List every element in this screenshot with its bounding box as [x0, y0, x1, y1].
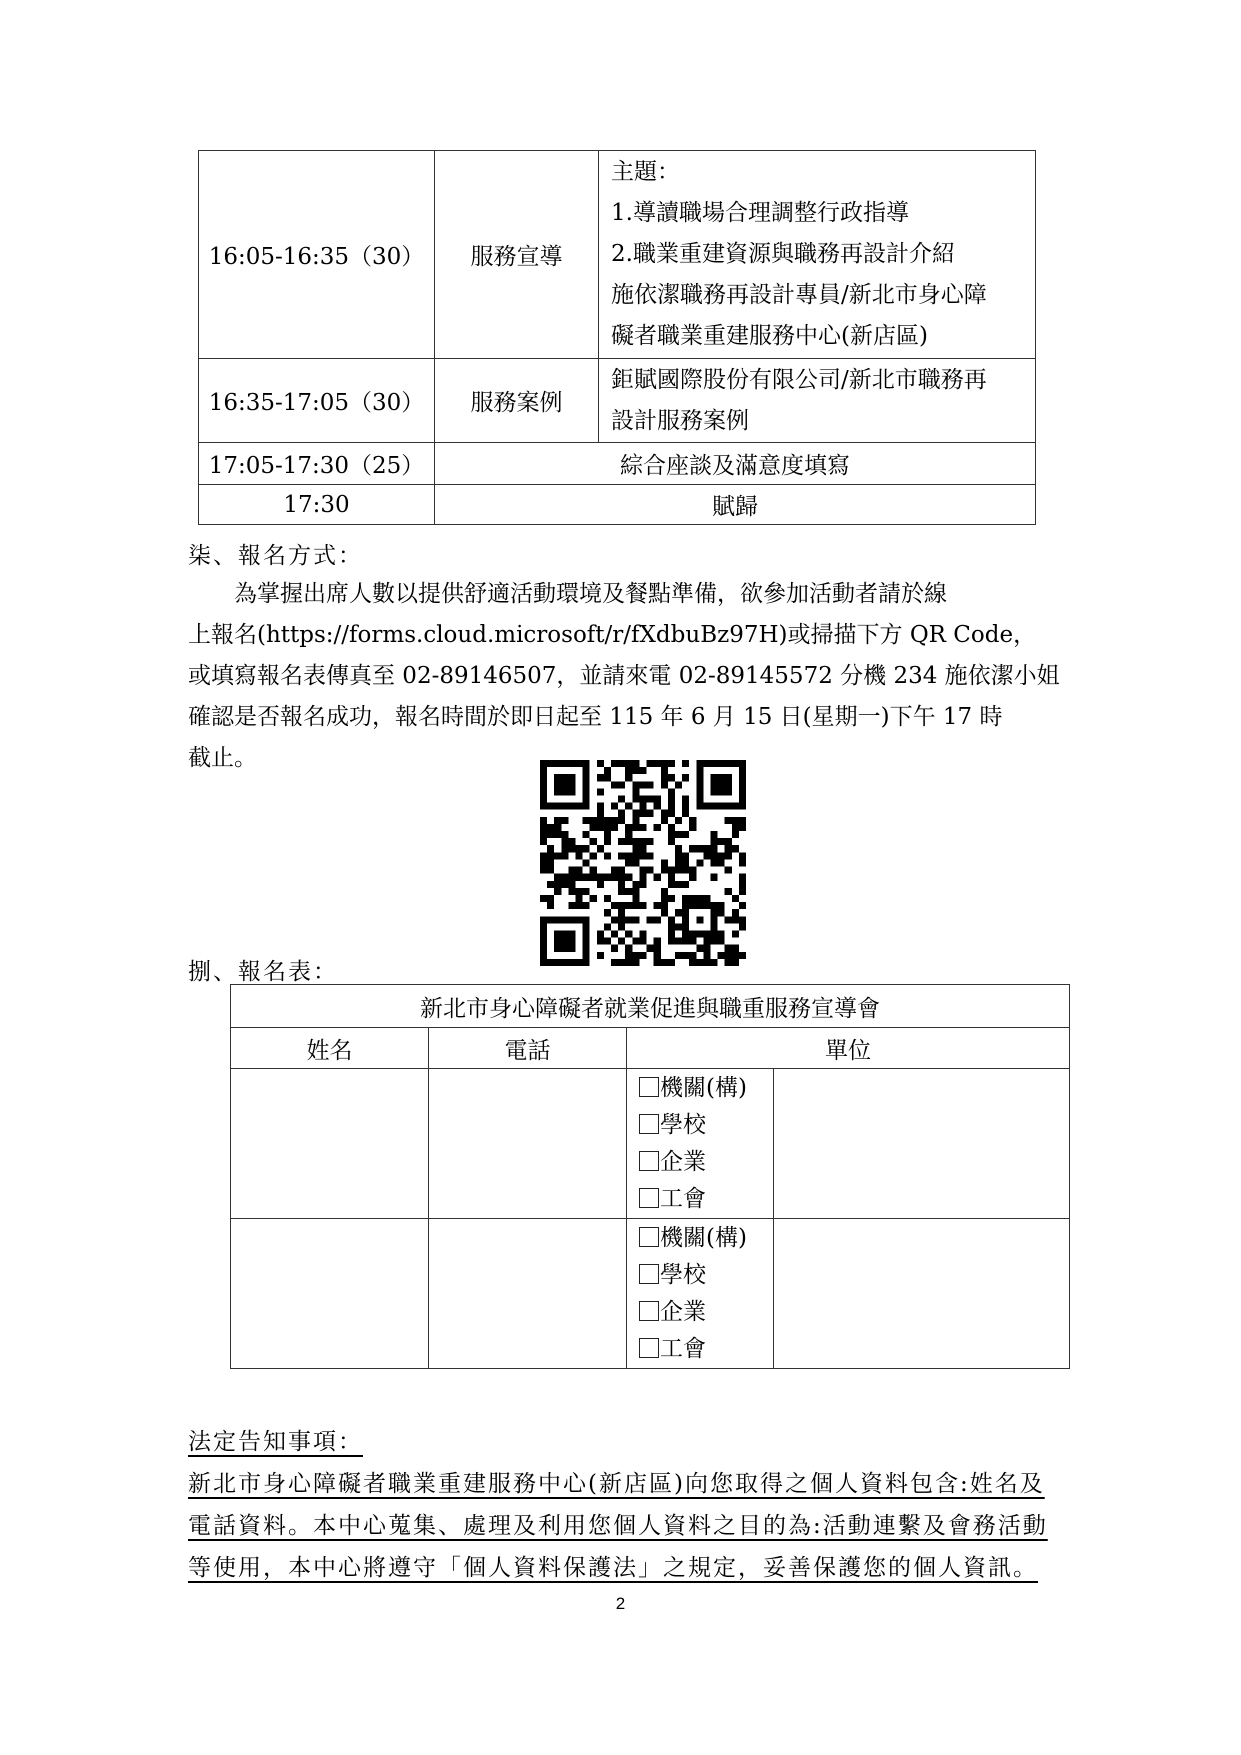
checkbox[interactable]	[639, 1077, 659, 1097]
page-number: 2	[615, 1594, 626, 1613]
notice-line: 電話資料。本中心蒐集、處理及利用您個人資料之目的為:活動連繫及會務活動	[188, 1513, 1048, 1539]
table-row	[231, 1028, 1070, 1069]
description-line: 2.職業重建資源與職務再設計介紹	[611, 241, 955, 267]
notice-line: 新北市身心障礙者職業重建服務中心(新店區)向您取得之個人資料包含:姓名及	[188, 1471, 1045, 1497]
description-line: 設計服務案例	[611, 407, 749, 434]
checkbox[interactable]	[639, 1151, 659, 1171]
notice-heading: 法定告知事項：	[188, 1429, 363, 1455]
type-cell: 服務宣導	[435, 151, 599, 359]
checkbox[interactable]	[639, 1227, 659, 1247]
registration-paragraph	[188, 574, 1060, 779]
registration-form-table	[230, 984, 1070, 1369]
activity-cell: 賦歸	[435, 485, 1036, 525]
option[interactable]	[627, 1070, 773, 1107]
option-label: 企業	[660, 1298, 706, 1325]
option-label: 機關(構)	[660, 1224, 747, 1251]
unit-type-options	[627, 1219, 774, 1369]
name-field[interactable]	[231, 1219, 429, 1369]
option[interactable]	[627, 1257, 773, 1294]
checkbox[interactable]	[639, 1264, 659, 1284]
form-heading: 捌、報名表：	[188, 959, 338, 985]
option[interactable]	[627, 1331, 773, 1368]
notice-line: 等使用，本中心將遵守「個人資料保護法」之規定，妥善保護您的個人資訊。	[188, 1555, 1038, 1581]
table-row	[199, 485, 1036, 525]
option[interactable]	[627, 1220, 773, 1257]
unit-name-field[interactable]	[774, 1219, 1070, 1369]
column-header: 電話	[429, 1028, 627, 1069]
time-cell: 17:05-17:30（25）	[199, 443, 435, 485]
checkbox[interactable]	[639, 1338, 659, 1358]
form-title: 新北市身心障礙者就業促進與職重服務宣導會	[231, 985, 1070, 1028]
type-cell: 服務案例	[435, 359, 599, 443]
option-label: 學校	[660, 1111, 706, 1138]
activity-cell: 綜合座談及滿意度填寫	[435, 443, 1036, 485]
unit-type-options	[627, 1069, 774, 1219]
option[interactable]	[627, 1107, 773, 1144]
time-cell: 17:30	[199, 485, 435, 525]
time-cell: 16:35-17:05（30）	[199, 359, 435, 443]
table-row	[231, 1219, 1070, 1369]
paragraph-line: 確認是否報名成功，報名時間於即日起至 115 年 6 月 15 日(星期一)下午 17 時	[188, 704, 1003, 730]
description-line: 主題：	[611, 159, 680, 185]
description-line: 礙者職業重建服務中心(新店區)	[611, 323, 928, 349]
registration-heading: 柒、報名方式：	[188, 543, 363, 569]
option[interactable]	[627, 1144, 773, 1181]
table-row	[199, 443, 1036, 485]
paragraph-line: 為掌握出席人數以提供舒適活動環境及餐點準備，欲參加活動者請於線	[188, 581, 947, 607]
description-cell	[599, 359, 1036, 443]
table-row	[199, 359, 1036, 443]
option-label: 學校	[660, 1261, 706, 1288]
table-row	[231, 1069, 1070, 1219]
table-row	[199, 151, 1036, 359]
description-line: 施依潔職務再設計專員/新北市身心障	[611, 282, 987, 308]
checkbox[interactable]	[639, 1114, 659, 1134]
option-label: 工會	[660, 1185, 706, 1212]
table-row	[231, 985, 1070, 1028]
paragraph-line: 截止。	[188, 745, 257, 771]
description-cell	[599, 151, 1036, 359]
column-header: 姓名	[231, 1028, 429, 1069]
option[interactable]	[627, 1181, 773, 1218]
paragraph-line: 或填寫報名表傳真至 02-89146507，並請來電 02-89145572 分機 234 施依潔小姐	[188, 663, 1060, 689]
option[interactable]	[627, 1294, 773, 1331]
name-field[interactable]	[231, 1069, 429, 1219]
option-label: 企業	[660, 1148, 706, 1175]
description-line: 1.導讀職場合理調整行政指導	[611, 200, 909, 226]
option-label: 工會	[660, 1335, 706, 1362]
unit-name-field[interactable]	[774, 1069, 1070, 1219]
option-label: 機關(構)	[660, 1074, 747, 1101]
paragraph-line: 上報名(https://forms.cloud.microsoft/r/fXdbuBz97H)或掃描下方 QR Code，	[188, 622, 1037, 648]
time-cell: 16:05-16:35（30）	[199, 151, 435, 359]
checkbox[interactable]	[639, 1301, 659, 1321]
qr-code-image[interactable]	[540, 760, 746, 966]
phone-field[interactable]	[429, 1069, 627, 1219]
checkbox[interactable]	[639, 1188, 659, 1208]
column-header: 單位	[627, 1028, 1070, 1069]
phone-field[interactable]	[429, 1219, 627, 1369]
description-line: 鉅賦國際股份有限公司/新北市職務再	[611, 366, 987, 393]
schedule-table	[198, 150, 1036, 525]
